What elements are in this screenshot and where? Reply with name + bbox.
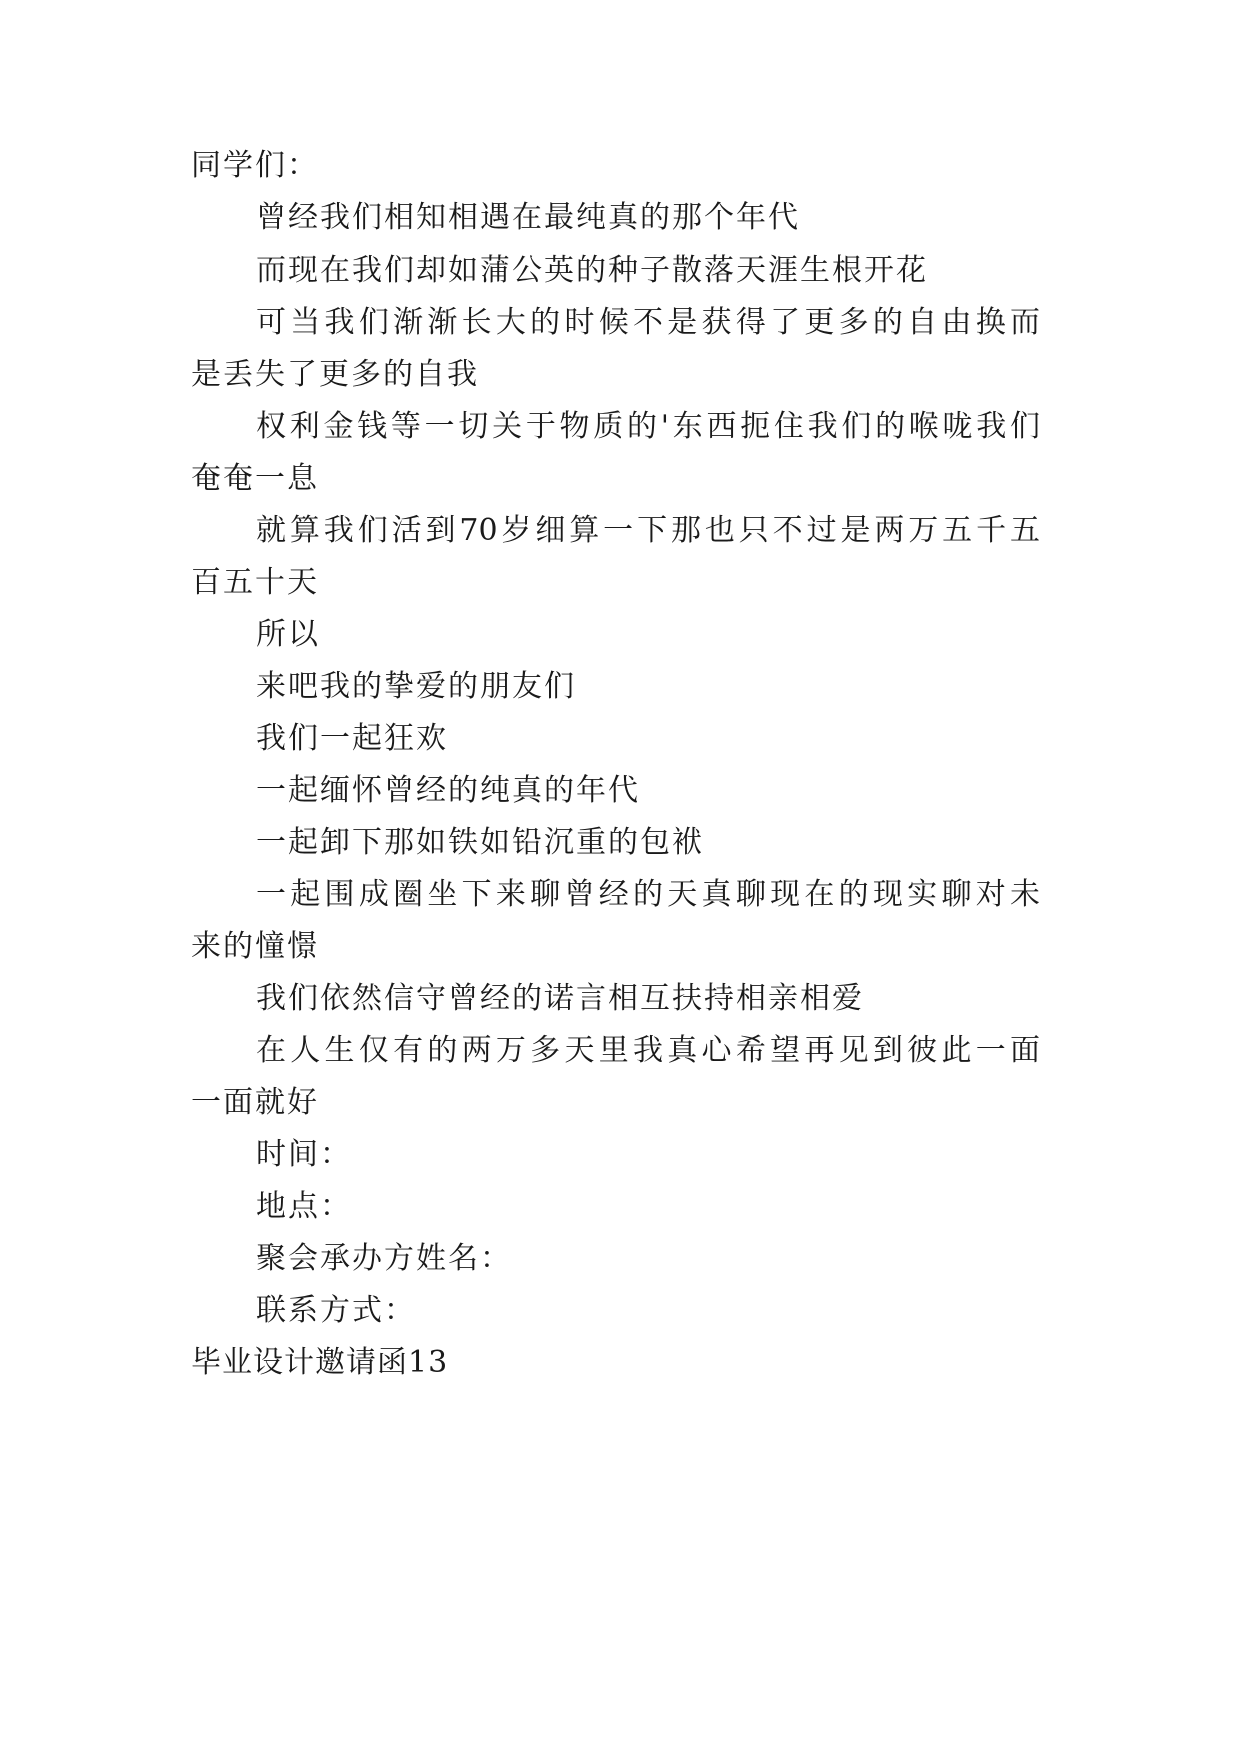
organizer-label: 聚会承办方姓名：	[256, 1241, 512, 1276]
time-label: 时间：	[256, 1137, 352, 1172]
paragraph-line: 而现在我们却如蒲公英的种子散落天涯生根开花	[256, 253, 928, 288]
paragraph-line: 百五十天	[191, 565, 319, 600]
paragraph-line: 一起卸下那如铁如铅沉重的包袱	[256, 825, 704, 860]
paragraph-line: 曾经我们相知相遇在最纯真的那个年代	[256, 200, 800, 235]
paragraph-line: 奄奄一息	[191, 461, 319, 496]
paragraph-line: 我们依然信守曾经的诺言相互扶持相亲相爱	[256, 981, 864, 1016]
paragraph-line: 来的憧憬	[191, 929, 319, 964]
paragraph-line: 我们一起狂欢	[256, 721, 448, 756]
place-label: 地点：	[256, 1189, 352, 1224]
paragraph-line: 可当我们渐渐长大的时候不是获得了更多的自由换而	[256, 305, 1040, 340]
paragraph-line: 一起围成圈坐下来聊曾经的天真聊现在的现实聊对未	[256, 877, 1040, 912]
paragraph-line: 在人生仅有的两万多天里我真心希望再见到彼此一面	[256, 1033, 1040, 1068]
paragraph-line: 所以	[256, 617, 320, 652]
salutation: 同学们：	[191, 148, 319, 183]
paragraph-line: 就算我们活到70岁细算一下那也只不过是两万五千五	[256, 513, 1040, 548]
paragraph-line: 来吧我的挚爱的朋友们	[256, 669, 576, 704]
paragraph-line: 一面就好	[191, 1085, 319, 1120]
paragraph-line: 权利金钱等一切关于物质的'东西扼住我们的喉咙我们	[256, 409, 1040, 444]
paragraph-line: 一起缅怀曾经的纯真的年代	[256, 773, 640, 808]
paragraph-line: 是丢失了更多的自我	[191, 357, 479, 392]
section-heading: 毕业设计邀请函13	[191, 1345, 449, 1380]
contact-label: 联系方式：	[256, 1293, 416, 1328]
